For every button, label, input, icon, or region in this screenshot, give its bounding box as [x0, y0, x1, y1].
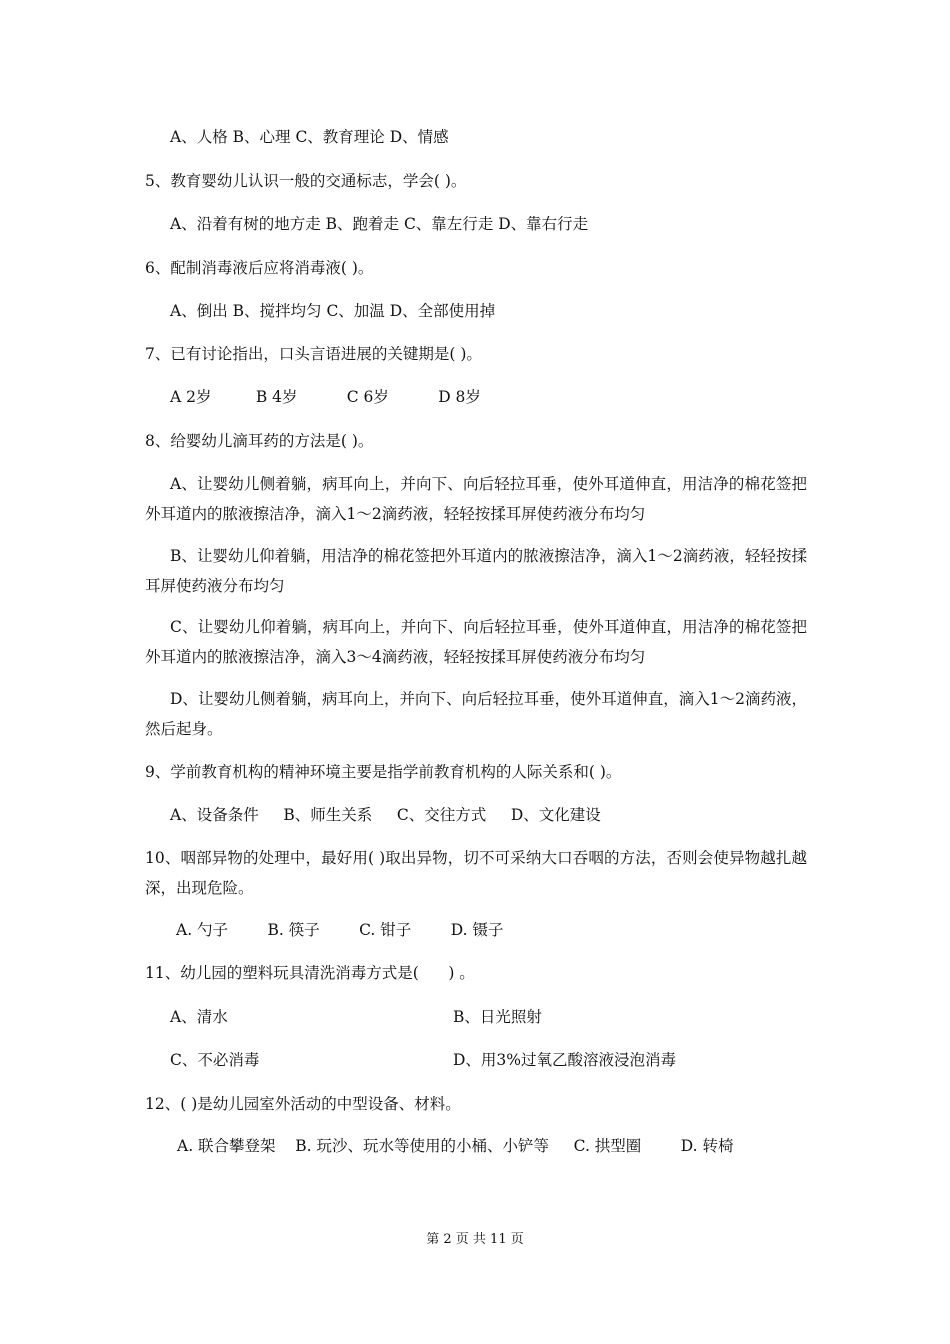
q8-option-a: A、让婴幼儿侧着躺，病耳向上，并向下、向后轻拉耳垂，使外耳道伸直，用洁净的棉花签把外耳道内的脓液擦洁净，滴入1～2滴药液，轻轻按揉耳屏使药液分布均匀 [145, 475, 807, 523]
q4-options: A、人格 B、心理 C、教育理论 D、情感 [170, 128, 449, 146]
question-9: 9、学前教育机构的精神环境主要是指学前教育机构的人际关系和( )。 [145, 763, 622, 781]
question-10: 10、咽部异物的处理中，最好用( )取出异物，切不可采纳大口吞咽的方法，否则会使异物越扎越深，出现危险。 [145, 849, 807, 897]
q11-option-b: B、日光照射 [453, 1008, 542, 1026]
q11-option-d: D、用3%过氧乙酸溶液浸泡消毒 [453, 1051, 677, 1069]
q7-options: A 2岁 B 4岁 C 6岁 D 8岁 [170, 388, 481, 406]
q11-option-a: A、清水 [170, 1008, 228, 1026]
q8-option-d: D、让婴幼儿侧着躺，病耳向上，并向下、向后轻拉耳垂，使外耳道伸直，滴入1～2滴药液，然后起身。 [145, 690, 807, 738]
question-5: 5、教育婴幼儿认识一般的交通标志，学会( )。 [145, 172, 467, 190]
question-11: 11、幼儿园的塑料玩具清洗消毒方式是( ) 。 [145, 964, 475, 982]
q5-options: A、沿着有树的地方走 B、跑着走 C、靠左行走 D、靠右行走 [170, 215, 589, 233]
question-12: 12、( )是幼儿园室外活动的中型设备、材料。 [145, 1095, 461, 1113]
q6-options: A、倒出 B、搅拌均匀 C、加温 D、全部使用掉 [170, 302, 496, 320]
q8-option-b: B、让婴幼儿仰着躺，用洁净的棉花签把外耳道内的脓液擦洁净，滴入1～2滴药液，轻轻按揉耳屏使药液分布均匀 [145, 547, 807, 595]
question-6: 6、配制消毒液后应将消毒液( )。 [145, 259, 374, 277]
question-7: 7、已有讨论指出，口头言语进展的关键期是( )。 [145, 345, 482, 363]
question-8: 8、给婴幼儿滴耳药的方法是( )。 [145, 432, 374, 450]
q12-options: A. 联合攀登架 B. 玩沙、玩水等使用的小桶、小铲等 C. 拱型圈 D. 转椅 [177, 1137, 734, 1155]
q8-option-c: C、让婴幼儿仰着躺，病耳向上，并向下、向后轻拉耳垂，使外耳道伸直，用洁净的棉花签把外耳道内的脓液擦洁净，滴入3～4滴药液，轻轻按揉耳屏使药液分布均匀 [145, 618, 807, 666]
q11-option-c: C、不必消毒 [170, 1051, 260, 1069]
q10-options: A. 勺子 B. 筷子 C. 钳子 D. 镊子 [176, 921, 504, 939]
page-footer: 第 2 页 共 11 页 [426, 1232, 524, 1247]
q9-options: A、设备条件 B、师生关系 C、交往方式 D、文化建设 [170, 806, 601, 824]
